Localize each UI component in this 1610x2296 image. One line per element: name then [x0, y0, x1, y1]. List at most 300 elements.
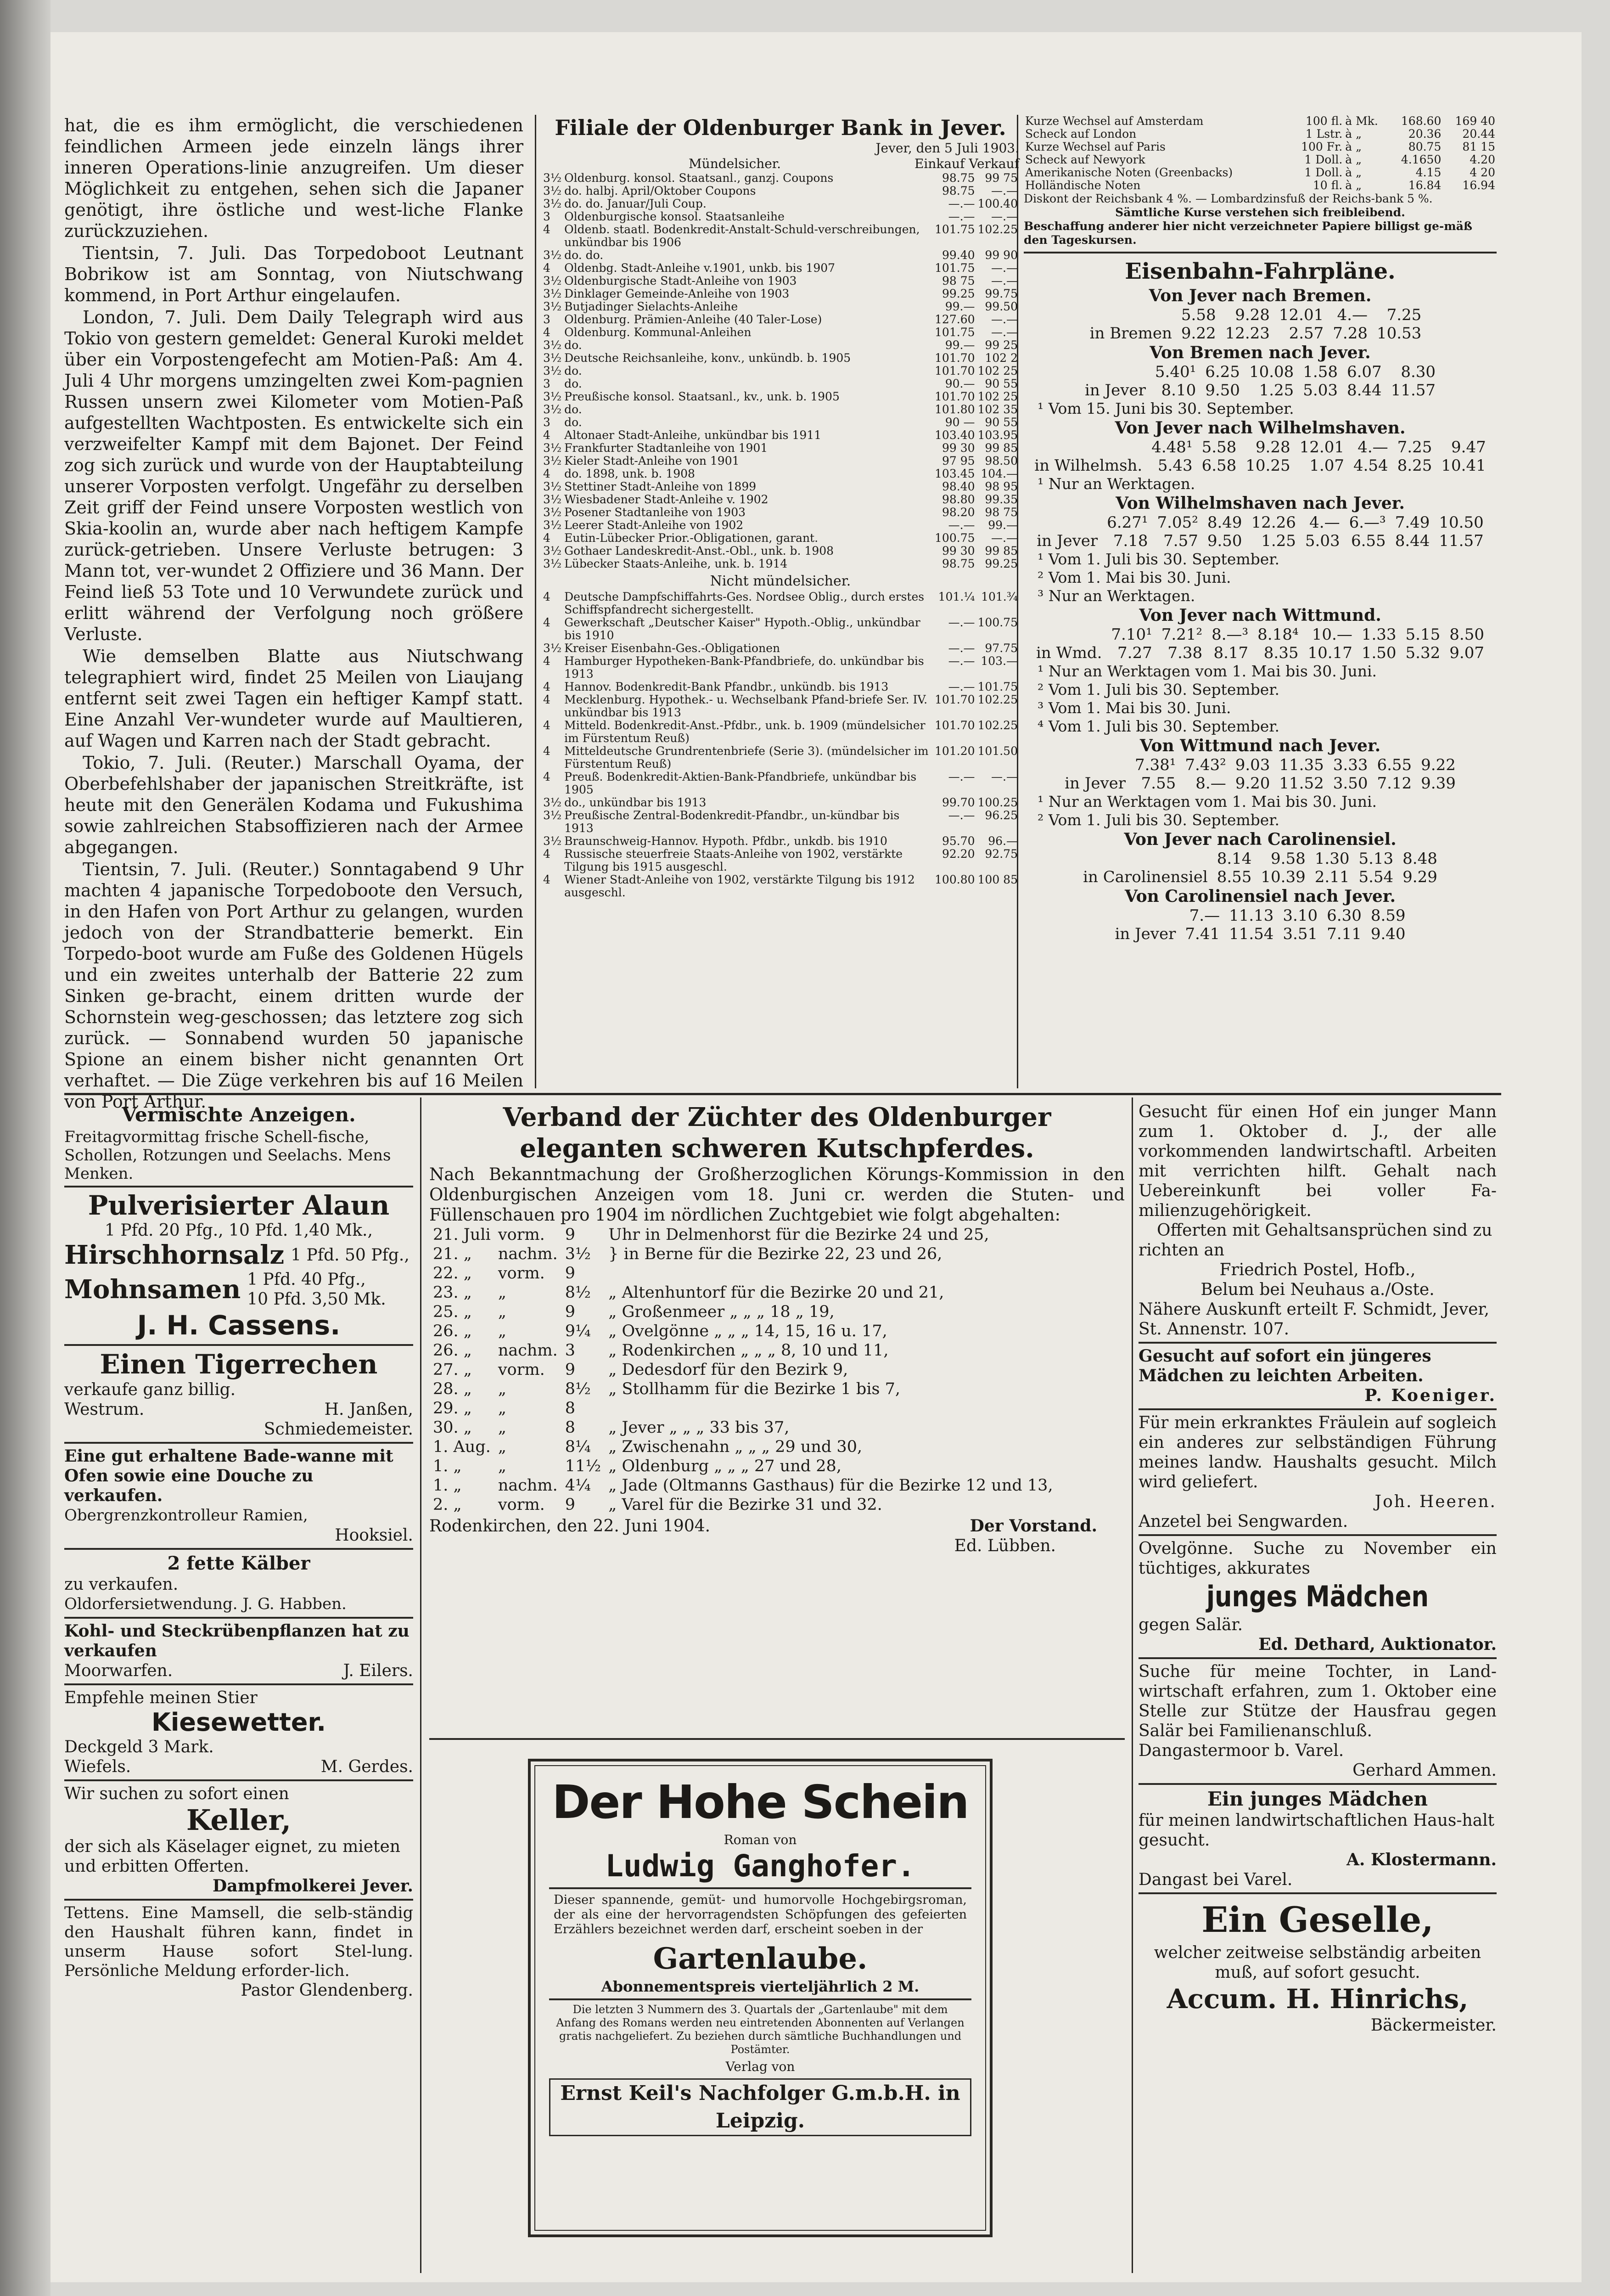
departure-time: 3.51	[1283, 925, 1318, 943]
table-row	[542, 429, 1019, 442]
rate-cell: 3½	[543, 493, 562, 506]
section-heading: Nicht mündelsicher.	[710, 573, 851, 589]
ad-signature: Ed. Lübben.	[954, 1536, 1056, 1555]
fx-note: Sämtliche Kurse verstehen sich freibleibend.	[1115, 206, 1405, 219]
fx-unit: 100 fl.	[1305, 114, 1343, 128]
ads-left	[64, 1102, 413, 2273]
departure-time: 5.40¹	[1155, 363, 1196, 381]
show-location: „ Ovelgönne „ „ „ 14, 15, 16 u. 17,	[608, 1322, 887, 1340]
departure-time: 8.25	[1397, 456, 1432, 475]
timetable	[1110, 906, 1410, 943]
departure-time: 9.28	[1235, 306, 1270, 324]
station-name: in Carolinensiel	[1083, 868, 1208, 886]
departure-time: 7.27	[1117, 644, 1152, 662]
show-daytime: nachm.	[498, 1245, 558, 1263]
buy-price: —.—	[948, 616, 975, 629]
table-row	[1032, 644, 1489, 662]
show-daytime: vorm.	[498, 1226, 545, 1244]
show-location: „ Dedesdorf für den Bezirk 9,	[608, 1361, 848, 1379]
departure-time: 10.39	[1261, 868, 1306, 886]
buy-price: 99.25	[942, 287, 975, 300]
ad-text: Anzetel bei Sengwarden.	[1139, 1512, 1348, 1531]
departure-time: 1.25	[1261, 532, 1296, 550]
ad-title: Verband der Züchter des Oldenburger	[503, 1102, 1051, 1132]
departure-time: 8.44	[1346, 381, 1382, 400]
rate-cell: 3	[543, 210, 550, 223]
sell-price: —.—	[991, 184, 1018, 197]
security-name: Gewerkschaft „Deutscher Kaiser" Hypoth.-Oblig., unkündbar bis 1910	[564, 616, 920, 642]
station-name	[1085, 306, 1177, 324]
table-row	[542, 681, 1019, 693]
ad-text: Belum bei Neuhaus a./Oste.	[1200, 1280, 1435, 1299]
timetable-title: Von Wilhelmshaven nach Jever.	[1116, 494, 1405, 513]
rate-cell: 4	[543, 680, 550, 693]
departure-time: 1.25	[1259, 381, 1294, 400]
timetable-title: Von Jever nach Carolinensiel.	[1124, 830, 1397, 849]
ad-signature: P. Koeniger.	[1364, 1386, 1497, 1405]
security-name: Lübecker Staats-Anleihe, unk. b. 1914	[564, 557, 788, 570]
fx-note: Diskont der Reichsbank 4 %. — Lombardzinsfuß der Reichs-bank 5 %.	[1024, 192, 1433, 205]
security-name: Mecklenburg. Hypothek.- u. Wechselbank Pfand-briefe Ser. IV. unkündbar bis 1913	[564, 693, 928, 719]
buy-price: —.—	[948, 197, 975, 210]
rate-cell: 3½	[543, 642, 562, 655]
departure-time: 4.48¹	[1151, 438, 1193, 456]
table-row	[542, 313, 1019, 326]
table-row	[542, 693, 1019, 719]
show-location: Uhr in Delmenhorst für die Bezirke 24 und 25,	[608, 1226, 989, 1244]
timetable-title: Von Jever nach Wilhelmshaven.	[1115, 418, 1406, 438]
security-name: Altonaer Stadt-Anleihe, unkündbar bis 1911	[564, 428, 822, 442]
table-row	[542, 275, 1019, 287]
security-name: Dinklager Gemeinde-Anleihe von 1903	[564, 287, 790, 300]
buy-price: —.—	[948, 642, 975, 655]
timetable-title: Von Bremen nach Jever.	[1150, 343, 1371, 362]
rate-cell: 4	[543, 693, 550, 706]
security-name: Wiener Stadt-Anleihe von 1902, verstärkte Tilgung bis 1912 ausgeschl.	[564, 873, 915, 899]
show-daytime: „	[498, 1303, 507, 1321]
table-row	[429, 1457, 1057, 1476]
sell-price: 97.75	[985, 642, 1018, 655]
sell-price: 90 55	[985, 377, 1018, 390]
fx-unit: 1 Doll.	[1304, 153, 1343, 166]
buy-price: 99 30	[942, 544, 975, 557]
security-name: Deutsche Reichsanleihe, konv., unkündb. b. 1905	[564, 351, 851, 365]
security-name: Preuß. Bodenkredit-Aktien-Bank-Pfandbriefe, unkündbar bis 1905	[564, 770, 917, 796]
ad-signature: Ed. Dethard, Auktionator.	[1258, 1635, 1497, 1654]
ad-text: Suche für meine Tochter, in Land-wirtschaft erfahren, zum 1. Oktober eine Stelle zur Stütze der Hausfrau gegen Salär bei Familienanschluß.	[1139, 1662, 1497, 1740]
ad-text: der sich als Käselager eignet, zu mieten und erbitten Offerten.	[64, 1837, 401, 1876]
sell-price: 99.75	[985, 287, 1018, 300]
departure-time: 11.35	[1279, 756, 1324, 774]
buy-price: —.—	[948, 518, 975, 532]
ad-title: Pulverisierter Alaun	[88, 1190, 390, 1221]
ad-text: Obergrenzkontrolleur Ramien,	[64, 1506, 308, 1525]
fx-unit: 1 Doll.	[1304, 166, 1343, 179]
column-rule	[535, 115, 536, 1088]
table-row	[429, 1341, 1057, 1360]
rate-cell: 4	[543, 261, 550, 275]
security-name: do.	[564, 403, 582, 416]
departure-time: 9.39	[1421, 774, 1456, 793]
departure-time: 6.58	[1201, 456, 1237, 475]
fx-unit: 10 fl.	[1313, 179, 1343, 192]
departure-time: 7.10¹	[1111, 625, 1152, 644]
departure-time: 7.05²	[1157, 513, 1198, 532]
timetable-note: ³ Vom 1. Mai bis 30. Juni.	[1038, 699, 1231, 717]
security-name: Braunschweig-Hannov. Hypoth. Pfdbr., unkdb. bis 1910	[564, 834, 887, 848]
departure-time: 5.03	[1305, 532, 1340, 550]
timetable-note: ¹ Nur an Werktagen vom 1. Mai bis 30. Juni.	[1038, 793, 1377, 810]
ad-text: J. Eilers.	[343, 1661, 413, 1680]
table-row	[542, 403, 1019, 416]
show-daytime: „	[498, 1322, 507, 1340]
departure-time: 12.01	[1279, 306, 1324, 324]
show-date: 1. „	[433, 1476, 462, 1495]
ad-text: Oldorfersietwendung. J. G. Habben.	[64, 1595, 347, 1613]
departure-time: 6.30	[1327, 906, 1362, 925]
ad-text: Freitagvormittag frische Schell-fische, Schollen, Rotzungen und Seelachs. Mens Menken.	[64, 1128, 391, 1183]
show-date: 30. „	[433, 1418, 472, 1437]
table-row	[429, 1360, 1057, 1379]
buy-price: 95.70	[942, 834, 975, 848]
ad-text: Dieser spannende, gemüt- und humorvolle Hochgebirgsroman, der als eine der hervorragendsten Schöpfungen des gefeierten Erzählers bezeichnet werden darf, erscheint soeben in der	[554, 1893, 967, 1936]
show-daytime: vorm.	[498, 1361, 545, 1379]
ad-text: Moorwarfen.	[64, 1661, 173, 1680]
security-name: Hannov. Bodenkredit-Bank Pfandbr., unkündb. bis 1913	[564, 680, 889, 693]
sell-price: —.—	[991, 274, 1018, 287]
fx-unit: à Mk.	[1345, 114, 1378, 128]
timetable-note: ³ Nur an Werktagen.	[1038, 587, 1195, 605]
rate-cell: 3½	[543, 390, 562, 403]
sell-price: 96.25	[985, 809, 1018, 822]
buy-price: 101.20	[935, 744, 975, 758]
fx-unit: à „	[1345, 127, 1362, 141]
departure-time: 3.33	[1333, 756, 1368, 774]
show-date: 27. „	[433, 1361, 472, 1379]
security-name: Deutsche Dampfschiffahrts-Ges. Nordsee Oblig., durch erstes Schiffspfandrecht sichergestellt.	[564, 590, 925, 616]
ad-text: Ovelgönne. Suche zu November ein tüchtiges, akkurates	[1139, 1539, 1497, 1578]
ad-text: Nach Bekanntmachung der Großherzoglichen Körungs-Kommission in den Oldenburgischen Anzeigen vom 18. Juni cr. werden die Stuten- und Füllenschauen pro 1904 im nördlichen Zuchtgebiet wie folgt abgehalten:	[429, 1165, 1125, 1225]
ad-title: Hirschhornsalz	[64, 1240, 285, 1270]
rate-cell: 3½	[543, 287, 562, 300]
departure-time: 8.—³	[1212, 625, 1249, 644]
station-name: in Wmd.	[1036, 644, 1102, 662]
buy-price: 100.80	[935, 873, 975, 886]
timetable	[1085, 306, 1436, 343]
ad-text: 1 Pfd. 40 Pfg.,	[247, 1270, 366, 1289]
show-date: 2. „	[433, 1496, 462, 1514]
table-row	[1024, 166, 1497, 179]
table-row	[429, 1379, 1057, 1399]
table-row	[1024, 179, 1497, 192]
ad-text: Rodenkirchen, den 22. Juni 1904.	[429, 1517, 711, 1536]
security-name: Oldenburgische konsol. Staatsanleihe	[564, 210, 785, 223]
buy-price: 99.70	[942, 796, 975, 809]
table-row	[1080, 381, 1440, 400]
security-name: do. do. Januar/Juli Coup.	[564, 197, 707, 210]
security-name: do.	[564, 338, 582, 352]
departure-time: 1.07	[1309, 456, 1344, 475]
buy-price: 98.75	[942, 184, 975, 197]
show-hour: 9	[565, 1496, 576, 1514]
bank-rates	[542, 115, 1019, 1088]
departure-time: 5.58	[1181, 306, 1216, 324]
rate-cell: 3½	[543, 557, 562, 570]
news-paragraph: hat, die es ihm ermöglicht, die verschiedenen feindlichen Armeen jede einzeln längs ihrer inneren Operations-linie anzugreifen. Um dieser Möglichkeit zu entgehen, sehen sich die Japaner genötigt, ihre östliche und west-liche Flanke zurückzuziehen.	[64, 115, 523, 241]
rail-column	[1024, 115, 1497, 1088]
rate-cell: 4	[543, 719, 550, 732]
table-row	[1110, 925, 1410, 943]
ad-title: Der Hohe Schein	[552, 1775, 969, 1829]
rate-cell: 3	[543, 416, 550, 429]
table-row	[542, 719, 1019, 745]
ad-title: junges Mädchen	[1206, 1580, 1429, 1613]
rate-cell: 3½	[543, 274, 562, 287]
departure-time: 9.20	[1235, 774, 1270, 793]
rate-cell: 3½	[543, 796, 562, 809]
security-name: do.	[564, 416, 582, 429]
table-row	[542, 480, 1019, 493]
departure-time: 11.13	[1229, 906, 1274, 925]
security-name: do. 1898, unk. b. 1908	[564, 467, 695, 480]
show-daytime: vorm.	[498, 1264, 545, 1283]
buy-price: 101.70	[935, 719, 975, 732]
table-row	[542, 197, 1019, 210]
table-row	[542, 249, 1019, 262]
departure-time: 8.44	[1395, 532, 1430, 550]
departure-time: 8.49	[1207, 513, 1242, 532]
station-name	[1080, 363, 1150, 381]
table-row	[1024, 141, 1497, 153]
fx-buy: 4.15	[1415, 166, 1442, 179]
rate-cell: 3½	[543, 171, 562, 185]
show-hour: 8¼	[565, 1438, 591, 1456]
sell-price: 99 75	[985, 171, 1018, 185]
security-name: Eutin-Lübecker Prior.-Obligationen, garant.	[564, 531, 819, 545]
timetable-title: Von Carolinensiel nach Jever.	[1124, 887, 1396, 906]
buy-price: 101.75	[935, 223, 975, 236]
fx-note: Beschaffung anderer hier nicht verzeichneter Papiere billigst ge-mäß den Tageskursen.	[1024, 219, 1472, 247]
show-daytime: „	[498, 1399, 507, 1418]
departure-time: 11.57	[1439, 532, 1484, 550]
show-hour: 3	[565, 1341, 576, 1360]
departure-time: 4.54	[1353, 456, 1388, 475]
departure-time: 9.50	[1205, 381, 1240, 400]
show-location: „ Jever „ „ „ 33 bis 37,	[608, 1418, 790, 1437]
fx-buy: 4.1650	[1401, 153, 1442, 166]
departure-time: 7.25	[1397, 438, 1432, 456]
ad-text: Roman von	[724, 1832, 797, 1847]
show-daytime: „	[498, 1283, 507, 1302]
departure-time: 2.57	[1289, 324, 1324, 343]
section-rule	[429, 1738, 1125, 1740]
buy-price: 98.75	[942, 557, 975, 570]
show-location: „ Rodenkirchen „ „ „ 8, 10 und 11,	[608, 1341, 889, 1360]
security-name: Preußische Zentral-Bodenkredit-Pfandbr., un-kündbar bis 1913	[564, 809, 900, 835]
inner-frame	[534, 1765, 986, 2231]
buy-price: 100.75	[935, 531, 975, 545]
rail-title: Eisenbahn-Fahrpläne.	[1125, 259, 1396, 284]
departure-time: 5.43	[1157, 456, 1193, 475]
show-location	[605, 1399, 1056, 1418]
departure-time: 8.48	[1402, 850, 1437, 868]
sell-price: 99.25	[985, 557, 1018, 570]
departure-time: 7.28	[1333, 324, 1368, 343]
station-name	[1030, 438, 1147, 456]
show-location	[605, 1264, 1056, 1283]
table-row	[429, 1495, 1057, 1514]
table-row	[429, 1322, 1057, 1341]
rate-cell: 3½	[543, 248, 562, 262]
buy-price: 99.—	[945, 300, 975, 313]
schedule-table	[429, 1225, 1057, 1514]
departure-time: 9.50	[1207, 532, 1242, 550]
show-hour: 8½	[565, 1283, 591, 1302]
buy-price: 101.75	[935, 326, 975, 339]
departure-time: 5.54	[1358, 868, 1394, 886]
table-row	[1024, 153, 1497, 166]
table-row	[1024, 128, 1497, 141]
table-row	[1078, 868, 1442, 886]
ad-text: Offerten mit Gehaltsansprüchen sind zu richten an	[1139, 1221, 1492, 1260]
rate-cell: 4	[543, 873, 550, 886]
security-name: Stettiner Stadt-Anleihe von 1899	[564, 480, 757, 493]
timetable-title: Von Jever nach Bremen.	[1149, 286, 1372, 305]
departure-time	[1426, 324, 1435, 343]
station-name: in Jever	[1084, 381, 1146, 400]
departure-time	[1426, 306, 1435, 324]
table-row	[542, 300, 1019, 313]
buy-price: 101.¼	[938, 590, 975, 603]
show-daytime: „	[498, 1457, 507, 1475]
ad-text: Wir suchen zu sofort einen	[64, 1784, 289, 1803]
show-hour: 9¼	[565, 1322, 591, 1340]
fx-buy: 168.60	[1401, 114, 1442, 128]
security-name: Mitteld. Bodenkredit-Anst.-Pfdbr., unk. b. 1909 (mündelsicher im Fürstentum Reuß)	[564, 719, 926, 745]
ad-title: Keller,	[186, 1803, 292, 1837]
timetable	[1078, 850, 1442, 886]
ad-title: eleganten schweren Kutschpferdes.	[520, 1133, 1034, 1164]
sell-price: —.—	[991, 326, 1018, 339]
sell-price: 104.—	[981, 467, 1018, 480]
buy-price: 101.70	[935, 364, 975, 377]
table-row	[542, 455, 1019, 467]
sell-price: 102.25	[977, 719, 1018, 732]
buy-price: —.—	[948, 809, 975, 822]
departure-time: 7.21²	[1161, 625, 1203, 644]
security-name: Posener Stadtanleihe von 1903	[564, 506, 746, 519]
departure-time: 9.03	[1235, 756, 1270, 774]
table-row	[1085, 324, 1436, 343]
departure-time: 6.07	[1346, 363, 1382, 381]
table-row	[1060, 774, 1460, 793]
rate-cell: 3½	[543, 834, 562, 848]
ad-text: Gesucht für einen Hof ein junger Mann zum 1. Oktober d. J., der alle vorkommenden landwirtschaftl. Arbeiten mit verrichten hilft. Gehalt nach Uebereinkunft bei voller Fa-milienzugehörigkeit.	[1139, 1103, 1497, 1220]
buy-price: 103.45	[935, 467, 975, 480]
fx-unit: à „	[1345, 166, 1362, 179]
security-name: Mitteldeutsche Grundrentenbriefe (Serie 3). (mündelsicher im Fürstentum Reuß)	[564, 744, 929, 771]
table-row	[542, 287, 1019, 300]
departure-time: 3.10	[1283, 906, 1318, 925]
departure-time: 9.47	[1451, 438, 1486, 456]
table-row	[1024, 115, 1497, 128]
departure-time: 8.14	[1217, 850, 1252, 868]
departure-time: 6.55	[1377, 756, 1412, 774]
departure-time: 9.29	[1402, 868, 1437, 886]
ad-text: M. Gerdes.	[320, 1757, 413, 1776]
ad-title: Ein Geselle,	[1201, 1899, 1434, 1940]
show-daytime: „	[498, 1438, 507, 1456]
ad-signature: Dampfmolkerei Jever.	[213, 1876, 413, 1896]
departure-time: 10.08	[1249, 363, 1294, 381]
sell-price: 99 90	[985, 248, 1018, 262]
departure-time: 6.25	[1205, 363, 1240, 381]
ad-text: Friedrich Postel, Hofb.,	[1219, 1261, 1416, 1279]
sell-price: —.—	[991, 313, 1018, 326]
station-name: in Bremen	[1089, 324, 1172, 343]
show-date: 23. „	[433, 1283, 472, 1302]
ad-text: Hooksiel.	[335, 1526, 413, 1545]
show-location: „ Großenmeer „ „ „ 18 „ 19,	[608, 1303, 835, 1321]
news-paragraph: Tokio, 7. Juli. (Reuter.) Marschall Oyama, der Oberbefehlshaber der japanischen Streitkräfte, ist heute mit den Generälen Kodama und Fukushima sowie zahlreichen Stabsoffizieren nach der Armee abgegangen.	[64, 753, 523, 857]
show-hour: 9	[565, 1303, 576, 1321]
buy-price: —.—	[948, 680, 975, 693]
table-row	[542, 172, 1019, 185]
sell-price: 100 85	[977, 873, 1018, 886]
departure-time: 10.17	[1307, 644, 1352, 662]
ad-firm: J. H. Cassens.	[137, 1310, 341, 1341]
departure-time: 6.—³	[1349, 513, 1386, 532]
departure-time: 1.30	[1314, 850, 1350, 868]
departure-time: 12.23	[1225, 324, 1270, 343]
ad-text: 10 Pfd. 3,50 Mk.	[247, 1290, 386, 1309]
table-row	[542, 835, 1019, 848]
rate-cell: 3½	[543, 518, 562, 532]
bank-date: Jever, den 5 Juli 1903.	[875, 141, 1019, 156]
table-row	[542, 377, 1019, 390]
ad-signature: Pastor Glendenberg.	[241, 1981, 413, 2000]
table-row	[542, 339, 1019, 352]
departure-time: 11.52	[1279, 774, 1324, 793]
rate-cell: 4	[543, 770, 550, 783]
station-name: in Jever	[1037, 532, 1098, 550]
buy-price: 103.40	[935, 428, 975, 442]
security-name: Oldenb. staatl. Bodenkredit-Anstalt-Schuld-verschreibungen, unkündbar bis 1906	[564, 223, 920, 249]
fx-name: Scheck auf Newyork	[1025, 153, 1145, 166]
fx-unit: à „	[1345, 140, 1362, 153]
show-hour: 8	[565, 1399, 576, 1418]
security-name: Oldenburg. konsol. Staatsanl., ganzj. Coupons	[564, 171, 834, 185]
show-daytime: nachm.	[498, 1341, 558, 1360]
show-date: 26. „	[433, 1322, 472, 1340]
ad-text: welcher zeitweise selbständig arbeiten muß, auf sofort gesucht.	[1154, 1943, 1481, 1982]
sell-price: 102 35	[977, 403, 1018, 416]
table-row	[1078, 850, 1442, 868]
sell-price: 99.50	[985, 300, 1018, 313]
rate-cell: 3½	[543, 338, 562, 352]
ad-text: Die letzten 3 Nummern des 3. Quartals der „Gartenlaube" mit dem Anfang des Romans werden neu eintretenden Abonnenten auf Verlangen gratis nachgeliefert. Zu beziehen durch sämtliche Buchhandlungen und Postämter.	[556, 2003, 965, 2056]
station-name: in Wilhelmsh.	[1034, 456, 1143, 475]
ad-publisher: Ernst Keil's Nachfolger G.m.b.H. in Leipzig.	[549, 2078, 971, 2136]
rate-cell: 3½	[543, 184, 562, 197]
timetable	[1032, 513, 1488, 550]
departure-time: 12.26	[1251, 513, 1296, 532]
table-row	[542, 519, 1019, 532]
bank-title: Filiale der Oldenburger Bank in Jever.	[555, 115, 1006, 140]
ad-text: Verlag von	[725, 2059, 795, 2074]
departure-time: 8.18⁴	[1257, 625, 1299, 644]
departure-time: 4.—	[1309, 513, 1340, 532]
